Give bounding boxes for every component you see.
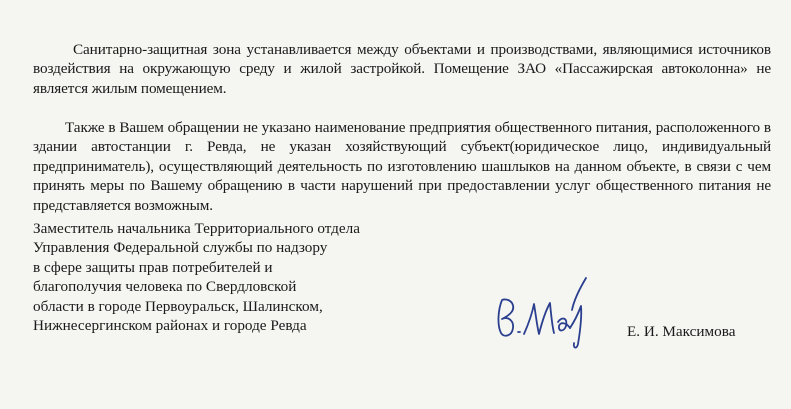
- paragraph-1-text: Санитарно-защитная зона устанавливается между объектами и производствами, являющимися источников воздействия на окружающую среду и жилой застройкой. Помещение ЗАО «Пассажирская автоколонна» не является жилым помещением.: [33, 41, 771, 97]
- signer-line: Управления Федеральной службы по надзору: [33, 239, 328, 257]
- signature-stroke: [524, 303, 554, 334]
- signature-stroke: [570, 306, 581, 348]
- signer-line: благополучия человека по Свердловской: [33, 278, 297, 296]
- paragraph-2-text: Также в Вашем обращении не указано наименование предприятия общественного питания, расположенного в здании автостанции г. Ревда, не указан хозяйствующий субъект(юридическое лицо, индивидуальный предприниматель), осуществляющий деятельность по изготовлению шашлыков на данном объекте, в связи с чем принять меры по Вашему обращению в части нарушений при предоставлении услуг общественного питания не представляется возможным.: [33, 119, 771, 214]
- signer-block: [33, 219, 453, 335]
- handwritten-signature: [488, 270, 598, 350]
- signer-line: Заместитель начальника Территориального отдела: [33, 220, 360, 237]
- signature-stroke: [558, 319, 570, 331]
- signer-line: Нижнесергинском районах и городе Ревда: [33, 317, 307, 335]
- signature-stroke: [572, 278, 586, 310]
- paragraph-catering: [33, 118, 771, 215]
- paragraph-sanitary-zone: [33, 40, 771, 98]
- signer-line: области в городе Первоуральск, Шалинском,: [33, 297, 323, 315]
- signer-line: в сфере защиты прав потребителей и: [33, 258, 273, 276]
- signature-stroke: [498, 299, 513, 335]
- signer-name: Е. И. Максимова: [627, 323, 736, 340]
